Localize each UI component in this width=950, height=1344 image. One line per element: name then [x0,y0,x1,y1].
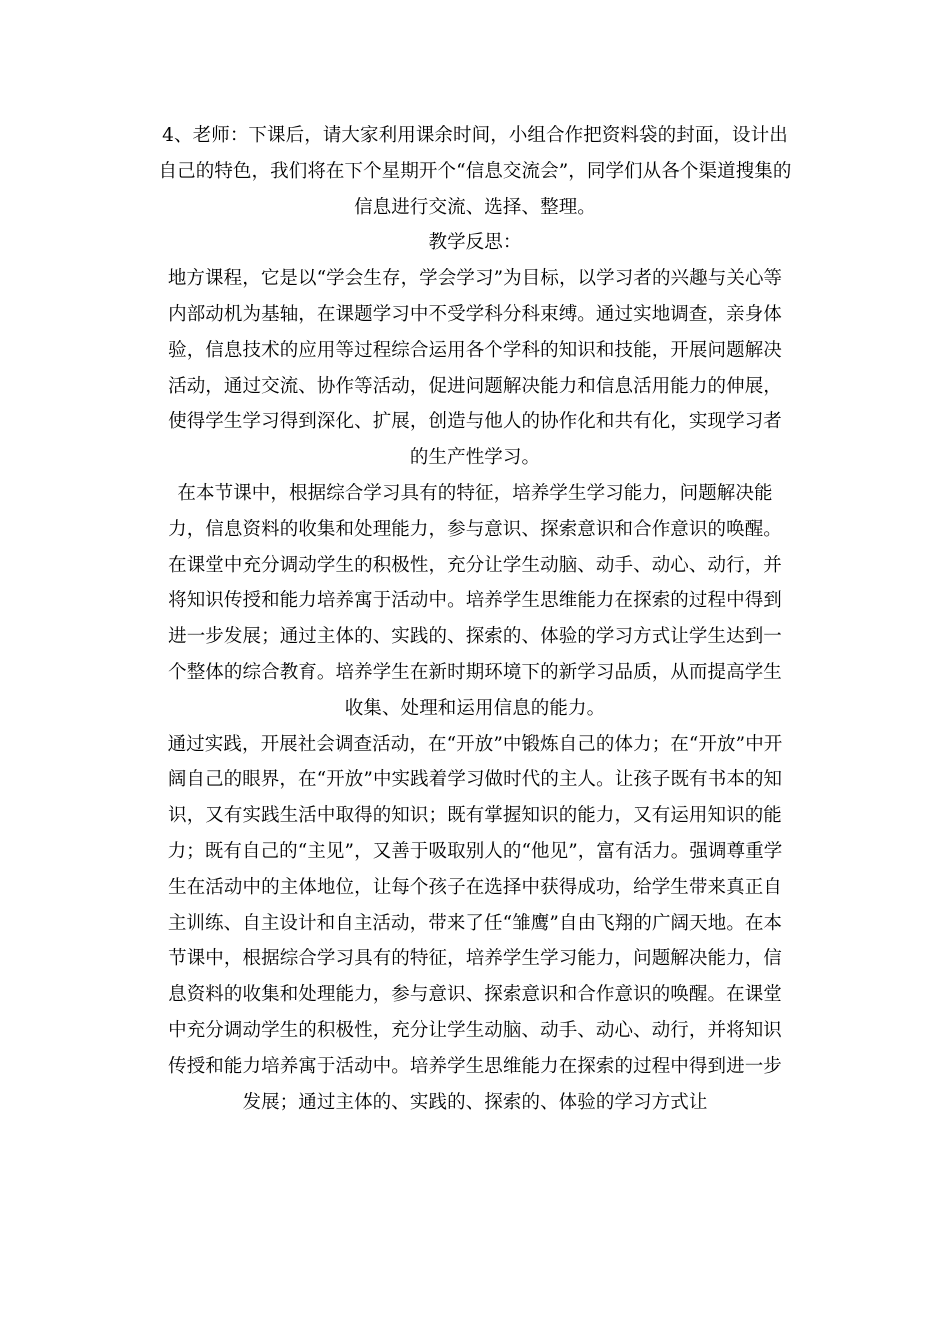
paragraph-reflection-1: 地方课程，它是以“学会生存，学会学习”为目标，以学习者的兴趣与关心等内部动机为基轴，在课题学习中不受学科分科束缚。通过实地调查，亲身体验，信息技术的应用等过程综合运用各个学科的知识和技能，开展问题解决活动，通过交流、协作等活动，促进问题解决能力和信息活用能力的伸展，使得学生学习得到深化、扩展，创造与他人的协作化和共有化，实现学习者的生产性学习。 [167,268,783,469]
section-heading-reflection: 教学反思： [428,232,522,254]
paragraph-reflection-3: 通过实践，开展社会调查活动，在“开放”中锻炼自己的体力；在“开放”中开阔自己的眼界，在“开放”中实践着学习做时代的主人。让孩子既有书本的知识，又有实践生活中取得的知识；既有掌握知识的能力，又有运用知识的能力；既有自己的“主见”，又善于吸取别人的“他见”，富有活力。强调尊重学生在活动中的主体地位，让每个孩子在选择中获得成功，给学生带来真正自主训练、自主设计和自主活动，带来了任“雏鹰”自由飞翔的广阔天地。在本节课中，根据综合学习具有的特征，培养学生学习能力，问题解决能力，信息资料的收集和处理能力，参与意识、探索意识和合作意识的唤醒。在课堂中充分调动学生的积极性，充分让学生动脑、动手、动心、动行，并将知识传授和能力培养寓于活动中。培养学生思维能力在探索的过程中得到进一步发展；通过主体的、实践的、探索的、体验的学习方式让 [167,733,783,1113]
paragraph-reflection-2: 在本节课中，根据综合学习具有的特征，培养学生学习能力，问题解决能力，信息资料的收集和处理能力，参与意识、探索意识和合作意识的唤醒。在课堂中充分调动学生的积极性，充分让学生动脑、动手、动心、动行，并将知识传授和能力培养寓于活动中。培养学生思维能力在探索的过程中得到进一步发展；通过主体的、实践的、探索的、体验的学习方式让学生达到一个整体的综合教育。培养学生在新时期环境下的新学习品质，从而提高学生收集、处理和运用信息的能力。 [168,482,782,719]
document-body [0,118,950,1120]
paragraph-assignment: 4、老师：下课后，请大家利用课余时间，小组合作把资料袋的封面，设计出自己的特色，我们将在下个星期开个“信息交流会”，同学们从各个渠道搜集的信息进行交流、选择、整理。 [158,125,792,218]
